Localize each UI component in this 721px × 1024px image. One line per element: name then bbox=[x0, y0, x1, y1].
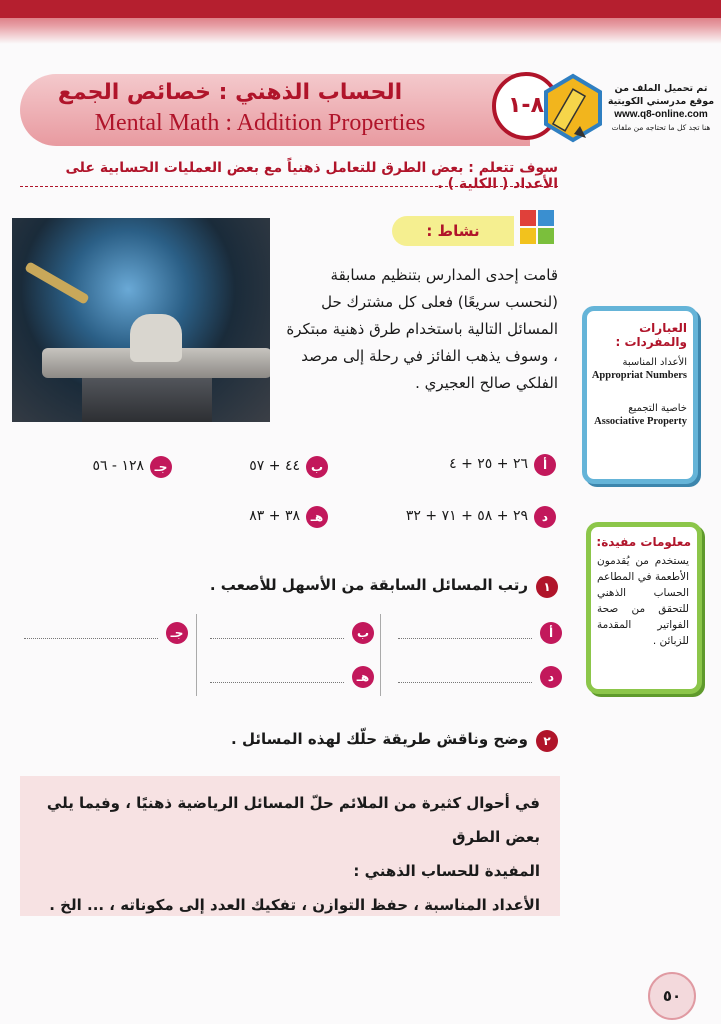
top-band-dark bbox=[0, 0, 721, 18]
question-number: ١ bbox=[536, 576, 558, 598]
useful-info-text: يستخدم من يُقدمون الأطعمة في المطاعم الحساب الذهني للتحقق من صحة الفواتير المقدمة للزبائن . bbox=[597, 555, 689, 647]
vocab-term-en: Appropriat Numbers bbox=[591, 370, 687, 381]
activity-paragraph: قامت إحدى المدارس بتنظيم مسابقة (لنحسب سريعًا) فعلى كل مشترك حل المسائل التالية باستخدام طرق ذهنية مبتكرة ، وسوف يذهب الفائز في رحلة إلى مرصد الفلكي صالح العجيري . bbox=[286, 266, 558, 392]
answer-column-divider bbox=[196, 614, 197, 696]
answer-badge: د bbox=[540, 666, 562, 688]
vocab-term-en: Associative Property bbox=[594, 416, 687, 427]
problem-badge: هـ bbox=[306, 506, 328, 528]
watermark-url[interactable]: www.q8-online.com bbox=[614, 109, 708, 120]
answer-badge: أ bbox=[540, 622, 562, 644]
watermark-tagline: هنا تجد كل ما تحتاجه من ملفات bbox=[611, 123, 711, 132]
answer-line[interactable] bbox=[398, 638, 532, 639]
problem-expression: ٢٩ + ٥٨ + ٧١ + ٣٢ bbox=[405, 508, 528, 524]
answer-line[interactable] bbox=[398, 682, 532, 683]
lesson-title-english: Mental Math : Addition Properties bbox=[94, 110, 426, 136]
vocabulary-box bbox=[582, 306, 698, 484]
answer-line[interactable] bbox=[210, 638, 344, 639]
question-text: رتب المسائل السابقة من الأسهل للأصعب . bbox=[209, 576, 528, 594]
useful-info-box bbox=[586, 522, 702, 694]
problem-badge: جـ bbox=[150, 456, 172, 478]
problem-expression: ١٢٨ - ٥٦ bbox=[92, 458, 144, 474]
lesson-number: ٨-١ bbox=[492, 72, 560, 140]
tip-methods: الأعداد المناسبة ، حفظ التوازن ، تفكيك العدد إلى مكوناته ، ... الخ . bbox=[49, 896, 540, 914]
observatory-photo bbox=[12, 218, 270, 422]
answer-line[interactable] bbox=[210, 682, 344, 683]
problem-badge: أ bbox=[534, 454, 556, 476]
vocab-term-ar: خاصية التجميع bbox=[628, 403, 687, 414]
answer-line[interactable] bbox=[24, 638, 158, 639]
tip-line: المفيدة للحساب الذهني : bbox=[353, 862, 540, 880]
page-number: ٥٠ bbox=[648, 972, 696, 1020]
problem-badge: د bbox=[534, 506, 556, 528]
site-watermark bbox=[602, 82, 720, 134]
puzzle-activity-icon bbox=[514, 204, 562, 252]
problem-expression: ٤٤ + ٥٧ bbox=[249, 458, 300, 474]
problem-expression: ٢٦ + ٢٥ + ٤ bbox=[449, 456, 528, 472]
question-text: وضح وناقش طريقة حلّك لهذه المسائل . bbox=[231, 730, 528, 748]
answer-column-divider bbox=[380, 614, 381, 696]
learning-objective: سوف تتعلم : بعض الطرق للتعامل ذهنياً مع بعض العمليات الحسابية على الأعداد ( الكلية ) . bbox=[65, 160, 558, 192]
activity-label: نشاط : bbox=[392, 216, 514, 246]
watermark-line2: موقع مدرستي الكويتية bbox=[607, 96, 715, 107]
answer-badge: جـ bbox=[166, 622, 188, 644]
vocab-term-ar: الأعداد المناسبة bbox=[622, 357, 687, 368]
vocabulary-title: العبارات والمفردات : bbox=[615, 321, 687, 349]
problem-expression: ٣٨ + ٨٣ bbox=[249, 508, 300, 524]
answer-badge: هـ bbox=[352, 666, 374, 688]
useful-info-title: معلومات مفيدة: bbox=[596, 535, 691, 549]
tip-note-box bbox=[20, 776, 560, 916]
problem-badge: ب bbox=[306, 456, 328, 478]
lesson-title-arabic: الحساب الذهني : خصائص الجمع bbox=[57, 80, 403, 105]
answer-badge: ب bbox=[352, 622, 374, 644]
watermark-line1: تم تحميل الملف من bbox=[614, 83, 708, 94]
objective-divider bbox=[20, 186, 558, 187]
question-number: ٢ bbox=[536, 730, 558, 752]
pencil-logo-icon bbox=[540, 72, 606, 144]
tip-line: في أحوال كثيرة من الملائم حلّ المسائل الرياضية ذهنيًا ، وفيما يلي بعض الطرق bbox=[46, 794, 540, 846]
